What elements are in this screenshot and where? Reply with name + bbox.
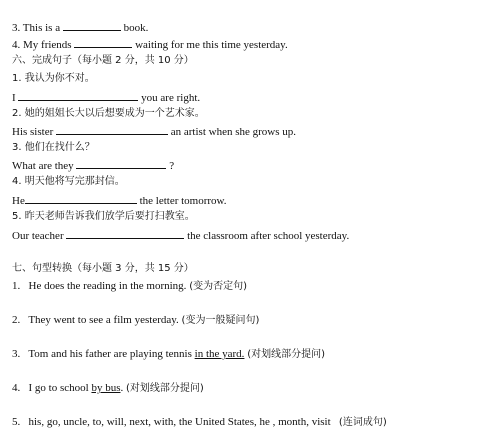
- s6-item-3-text-before: What are they: [12, 160, 74, 172]
- s7-item-4-sentence: I go to school: [28, 382, 89, 394]
- question-3-text-before: 3. This is a: [12, 22, 61, 34]
- s7-item-3-underlined-part: in the yard.: [194, 348, 245, 360]
- s6-item-1-text-before: I: [12, 92, 16, 104]
- s6-item-2-chinese: 2. 她的姐姐长大以后想要成为一个艺术家。: [12, 108, 205, 119]
- s7-item-1-number: 1.: [12, 280, 21, 292]
- s7-item-5-instruction: (连词成句): [338, 417, 387, 428]
- s7-item-5-words: his, go, uncle, to, will, next, with, the United States, he , month, visit: [28, 416, 331, 428]
- question-4-text-after: waiting for me this time yesterday.: [135, 39, 288, 51]
- s6-item-3-text-after: ?: [169, 160, 175, 172]
- answer-blank[interactable]: [76, 158, 166, 169]
- s7-item-4-number: 4.: [12, 382, 21, 394]
- s7-item-4-instruction: (对划线部分提问): [125, 383, 204, 394]
- s7-item-5: [12, 415, 387, 430]
- s6-item-5-text-after: the classroom after school yesterday.: [187, 230, 350, 242]
- s6-item-5-english: [12, 228, 349, 243]
- s7-item-2: [12, 313, 259, 328]
- s6-item-4-english: [12, 193, 227, 208]
- question-3-text-after: book.: [123, 22, 149, 34]
- s7-item-3: [12, 347, 325, 362]
- s6-item-5-chinese: 5. 昨天老师告诉我们放学后要打扫教室。: [12, 211, 195, 222]
- s7-item-2-number: 2.: [12, 314, 21, 326]
- s6-item-2-text-after: an artist when she grows up.: [170, 126, 297, 138]
- answer-blank[interactable]: [66, 228, 184, 239]
- s6-item-4-text-before: He: [12, 195, 25, 207]
- s7-item-4-period: .: [120, 382, 124, 394]
- s7-item-1-sentence: He does the reading in the morning.: [28, 280, 187, 292]
- s6-item-3-english: [12, 158, 174, 173]
- answer-blank[interactable]: [63, 20, 121, 31]
- s7-item-4: [12, 381, 204, 396]
- s6-item-3-chinese: 3. 他们在找什么？: [12, 142, 95, 153]
- question-4-text-before: 4. My friends: [12, 39, 72, 51]
- s6-item-2-english: [12, 124, 296, 139]
- s7-item-4-underlined-part: by bus: [91, 382, 121, 394]
- s6-item-5-text-before: Our teacher: [12, 230, 64, 242]
- s7-item-3-sentence: Tom and his father are playing tennis: [28, 348, 192, 360]
- s7-item-2-instruction: (变为一般疑问句): [181, 315, 260, 326]
- s6-item-1-chinese: 1. 我认为你不对。: [12, 73, 95, 84]
- s6-item-4-chinese: 4. 明天他将写完那封信。: [12, 176, 125, 187]
- s6-item-1-text-after: you are right.: [141, 92, 201, 104]
- answer-blank[interactable]: [74, 37, 132, 48]
- s7-item-3-instruction: (对划线部分提问): [247, 349, 325, 360]
- question-3: [12, 20, 148, 35]
- s6-item-1-english: [12, 90, 200, 105]
- s6-item-2-text-before: His sister: [12, 126, 54, 138]
- s7-item-1-instruction: (变为否定句): [189, 281, 247, 292]
- answer-blank[interactable]: [18, 90, 138, 101]
- s7-item-3-number: 3.: [12, 348, 21, 360]
- s7-item-1: [12, 279, 247, 294]
- answer-blank[interactable]: [25, 193, 137, 204]
- s7-item-2-sentence: They went to see a film yesterday.: [28, 314, 179, 326]
- answer-blank[interactable]: [56, 124, 168, 135]
- section-7-heading: 七、句型转换（每小题 3 分，共 15 分）: [12, 263, 194, 274]
- section-6-heading: 六、完成句子（每小题 2 分，共 10 分）: [12, 55, 194, 66]
- s6-item-4-text-after: the letter tomorrow.: [139, 195, 227, 207]
- question-4: [12, 37, 288, 52]
- s7-item-5-number: 5.: [12, 416, 21, 428]
